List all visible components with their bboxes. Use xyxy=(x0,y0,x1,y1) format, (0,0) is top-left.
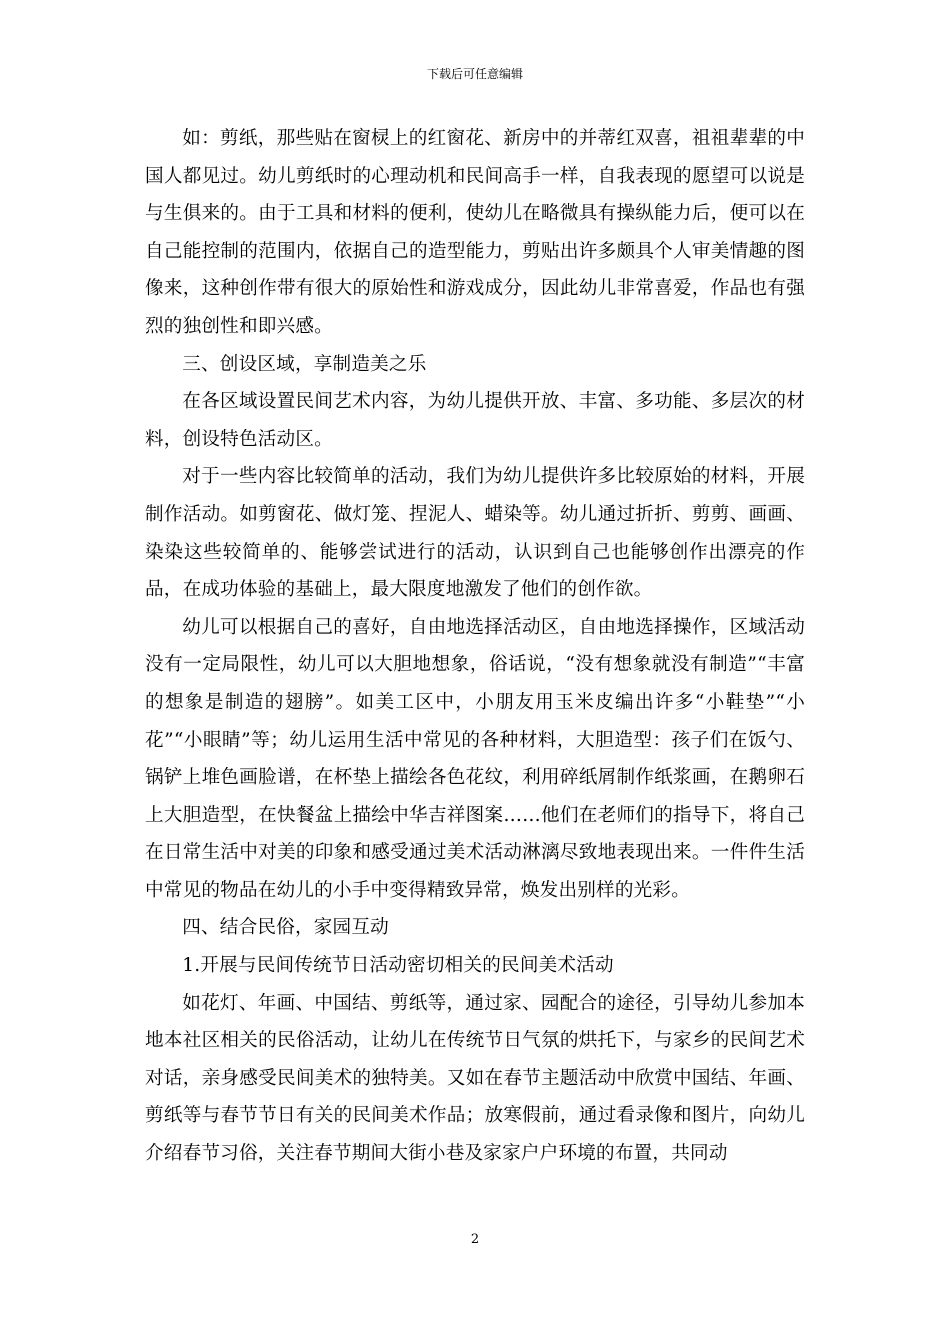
paragraph-region-setup: 在各区域设置民间艺术内容，为幼儿提供开放、丰富、多功能、多层次的材料，创设特色活动区。 xyxy=(145,391,805,450)
paragraph-paper-cutting: 如：剪纸，那些贴在窗棂上的红窗花、新房中的并蒂红双喜，祖祖辈辈的中国人都见过。幼儿剪纸时的心理动机和民间高手一样，自我表现的愿望可以说是与生俱来的。由于工具和材料的便利，使幼儿在略微具有操纵能力后，便可以在自己能控制的范围内，依据自己的造型能力，剪贴出许多颇具个人审美情趣的图像来，这种创作带有很大的原始性和游戏成分，因此幼儿非常喜爱，作品也有强烈的独创性和即兴感。 xyxy=(145,128,805,337)
document-body xyxy=(145,120,805,1173)
page-header: 下载后可任意编辑 xyxy=(426,67,523,81)
subheading-1: 1.开展与民间传统节日活动密切相关的民间美术活动 xyxy=(182,955,614,977)
section-heading-3: 三、创设区域，享制造美之乐 xyxy=(182,353,427,375)
paragraph-simple-activities: 对于一些内容比较简单的活动，我们为幼儿提供许多比较原始的材料，开展制作活动。如剪窗花、做灯笼、捏泥人、蜡染等。幼儿通过折折、剪剪、画画、染染这些较简单的、能够尝试进行的活动，认识到自己也能够创作出漂亮的作品，在成功体验的基础上，最大限度地激发了他们的创作欲。 xyxy=(145,466,805,601)
paragraph-festivals: 如花灯、年画、中国结、剪纸等，通过家、园配合的途径，引导幼儿参加本地本社区相关的民俗活动，让幼儿在传统节日气氛的烘托下，与家乡的民间艺术对话，亲身感受民间美术的独特美。又如在春节主题活动中欣赏中国结、年画、剪纸等与春节节日有关的民间美术作品；放寒假前，通过看录像和图片，向幼儿介绍春节习俗，关注春节期间大街小巷及家家户户环境的布置，共同动 xyxy=(145,992,805,1165)
page-number: 2 xyxy=(470,1232,480,1247)
paragraph-free-choice: 幼儿可以根据自己的喜好，自由地选择活动区，自由地选择操作，区域活动没有一定局限性，幼儿可以大胆地想象，俗话说，“没有想象就没有制造”“丰富的想象是制造的翅膀”。如美工区中，小朋友用玉米皮编出许多“小鞋垫”“小花”“小眼睛”等；幼儿运用生活中常见的各种材料，大胆造型：孩子们在饭勺、锅铲上堆色画脸谱，在杯垫上描绘各色花纹，利用碎纸屑制作纸浆画，在鹅卵石上大胆造型，在快餐盆上描绘中华吉祥图案……他们在老师们的指导下，将自己在日常生活中对美的印象和感受通过美术活动淋漓尽致地表现出来。一件件生活中常见的物品在幼儿的小手中变得精致异常，焕发出别样的光彩。 xyxy=(145,616,805,901)
section-heading-4: 四、结合民俗，家园互动 xyxy=(182,917,389,939)
